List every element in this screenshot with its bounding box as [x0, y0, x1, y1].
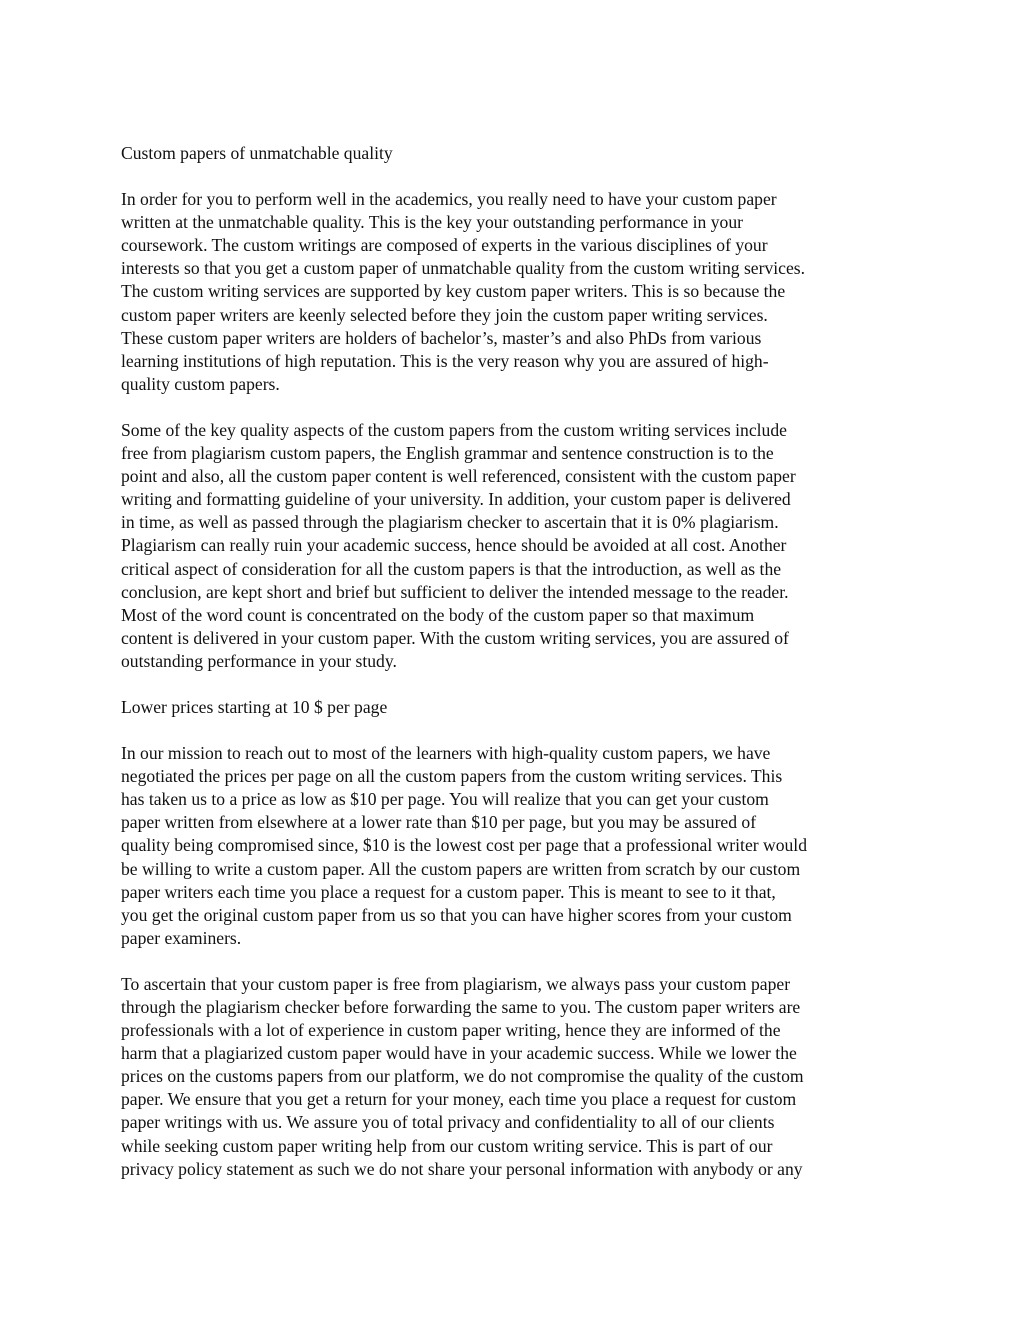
- text-line: quality custom papers.: [121, 373, 280, 394]
- text-line: The custom writing services are supported by key custom paper writers. This is so because the: [121, 281, 786, 302]
- text-line: interests so that you get a custom paper of unmatchable quality from the custom writing services.: [121, 258, 806, 279]
- text-line: has taken us to a price as low as $10 per page. You will realize that you can get your custom: [121, 789, 769, 810]
- text-line: paper written from elsewhere at a lower rate than $10 per page, but you may be assured of: [121, 812, 757, 833]
- section-heading-2: [121, 696, 911, 719]
- text-line: critical aspect of consideration for all the custom papers is that the introduction, as well as the: [121, 558, 782, 579]
- text-line: be willing to write a custom paper. All the custom papers are written from scratch by our custom: [121, 858, 801, 879]
- paragraph-3: [121, 742, 911, 950]
- text-line: paper. We ensure that you get a return for your money, each time you place a request for custom: [121, 1089, 797, 1110]
- text-line: harm that a plagiarized custom paper would have in your academic success. While we lower the: [121, 1043, 797, 1064]
- text-line: Lower prices starting at 10 $ per page: [121, 696, 388, 717]
- text-line: learning institutions of high reputation. This is the very reason why you are assured of high-: [121, 350, 769, 371]
- text-line: custom paper writers are keenly selected before they join the custom paper writing services.: [121, 304, 768, 325]
- text-line: through the plagiarism checker before forwarding the same to you. The custom paper writers are: [121, 997, 801, 1017]
- text-line: paper examiners.: [121, 927, 242, 948]
- text-line: Some of the key quality aspects of the custom papers from the custom writing services include: [121, 419, 787, 440]
- section-heading-1: [121, 142, 911, 165]
- text-line: negotiated the prices per page on all the custom papers from the custom writing services. This: [121, 766, 783, 787]
- text-line: paper writings with us. We assure you of total privacy and confidentiality to all of our clients: [121, 1112, 775, 1133]
- text-line: Most of the word count is concentrated on the body of the custom paper so that maximum: [121, 604, 755, 625]
- paragraph-2: [121, 419, 911, 673]
- text-line: These custom paper writers are holders of bachelor’s, master’s and also PhDs from various: [121, 327, 762, 348]
- paragraph-4: [121, 973, 911, 1181]
- text-line: conclusion, are kept short and brief but sufficient to deliver the intended message to the reader.: [121, 581, 789, 602]
- text-line: To ascertain that your custom paper is free from plagiarism, we always pass your custom paper: [121, 973, 791, 994]
- paragraph-1: [121, 188, 911, 396]
- text-line: In our mission to reach out to most of the learners with high-quality custom papers, we have: [121, 743, 771, 764]
- text-line: in time, as well as passed through the plagiarism checker to ascertain that it is 0% plagiarism.: [121, 512, 779, 533]
- text-line: coursework. The custom writings are composed of experts in the various disciplines of your: [121, 235, 768, 256]
- text-line: Custom papers of unmatchable quality: [121, 143, 393, 163]
- text-line: privacy policy statement as such we do not share your personal information with anybody or any: [121, 1158, 803, 1179]
- text-line: point and also, all the custom paper content is well referenced, consistent with the custom paper: [121, 466, 796, 487]
- text-line: content is delivered in your custom paper. With the custom writing services, you are assured of: [121, 627, 789, 648]
- text-line: while seeking custom paper writing help from our custom writing service. This is part of our: [121, 1135, 773, 1156]
- text-line: quality being compromised since, $10 is the lowest cost per page that a professional writer would: [121, 835, 807, 856]
- text-line: prices on the customs papers from our platform, we do not compromise the quality of the custom: [121, 1066, 804, 1087]
- text-line: In order for you to perform well in the academics, you really need to have your custom paper: [121, 189, 777, 210]
- text-line: outstanding performance in your study.: [121, 650, 397, 671]
- text-line: you get the original custom paper from us so that you can have higher scores from your custom: [121, 904, 792, 925]
- document-body: [121, 142, 911, 1204]
- text-line: written at the unmatchable quality. This is the key your outstanding performance in your: [121, 212, 743, 233]
- text-line: paper writers each time you place a request for a custom paper. This is meant to see to it that,: [121, 881, 776, 902]
- text-line: Plagiarism can really ruin your academic success, hence should be avoided at all cost. Another: [121, 535, 787, 556]
- text-line: writing and formatting guideline of your university. In addition, your custom paper is delivered: [121, 489, 791, 510]
- text-line: professionals with a lot of experience in custom paper writing, hence they are informed of the: [121, 1020, 781, 1041]
- text-line: free from plagiarism custom papers, the English grammar and sentence construction is to the: [121, 443, 774, 464]
